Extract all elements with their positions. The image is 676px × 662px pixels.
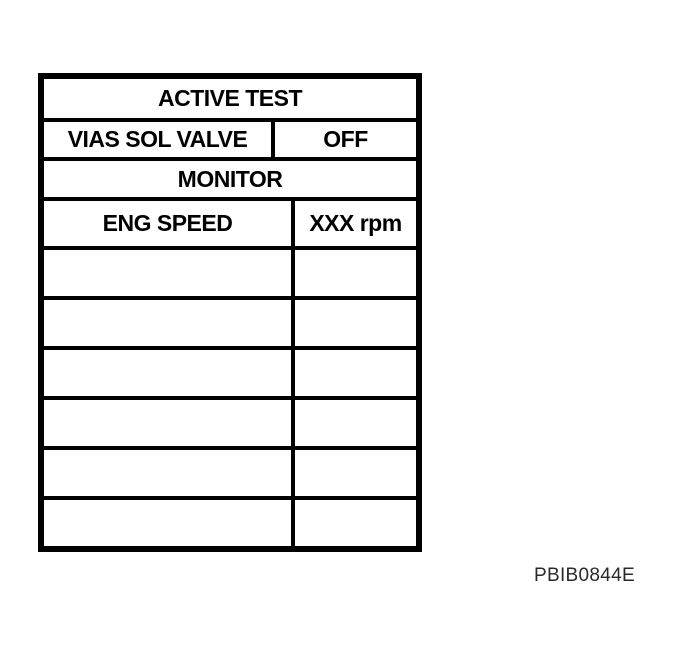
- row-eng-speed: [44, 201, 416, 250]
- figure-code: PBIB0844E: [534, 565, 635, 586]
- empty-row: [44, 350, 416, 400]
- empty-row: [44, 300, 416, 350]
- empty-cell-left: [44, 300, 295, 346]
- active-test-table: [38, 73, 422, 552]
- empty-cell-right: [295, 300, 416, 346]
- empty-cell-right: [295, 250, 416, 296]
- row-active-test-header: [44, 79, 416, 122]
- empty-row: [44, 500, 416, 546]
- empty-cell-left: [44, 250, 295, 296]
- empty-row: [44, 400, 416, 450]
- empty-cell-left: [44, 400, 295, 446]
- empty-cell-right: [295, 350, 416, 396]
- row-test-item: [44, 122, 416, 161]
- empty-cell-right: [295, 450, 416, 496]
- empty-cell-left: [44, 450, 295, 496]
- empty-cell-right: [295, 500, 416, 546]
- eng-speed-label: ENG SPEED: [44, 201, 295, 246]
- empty-cell-left: [44, 350, 295, 396]
- empty-row: [44, 250, 416, 300]
- empty-row: [44, 450, 416, 500]
- empty-cell-left: [44, 500, 295, 546]
- monitor-title: MONITOR: [177, 165, 283, 192]
- row-monitor-header: [44, 161, 416, 201]
- eng-speed-value: XXX rpm: [309, 210, 402, 236]
- active-test-title: ACTIVE TEST: [157, 85, 302, 111]
- empty-cell-right: [295, 400, 416, 446]
- test-item-name: VIAS SOL VALVE: [44, 122, 275, 157]
- test-item-status: OFF: [323, 126, 368, 152]
